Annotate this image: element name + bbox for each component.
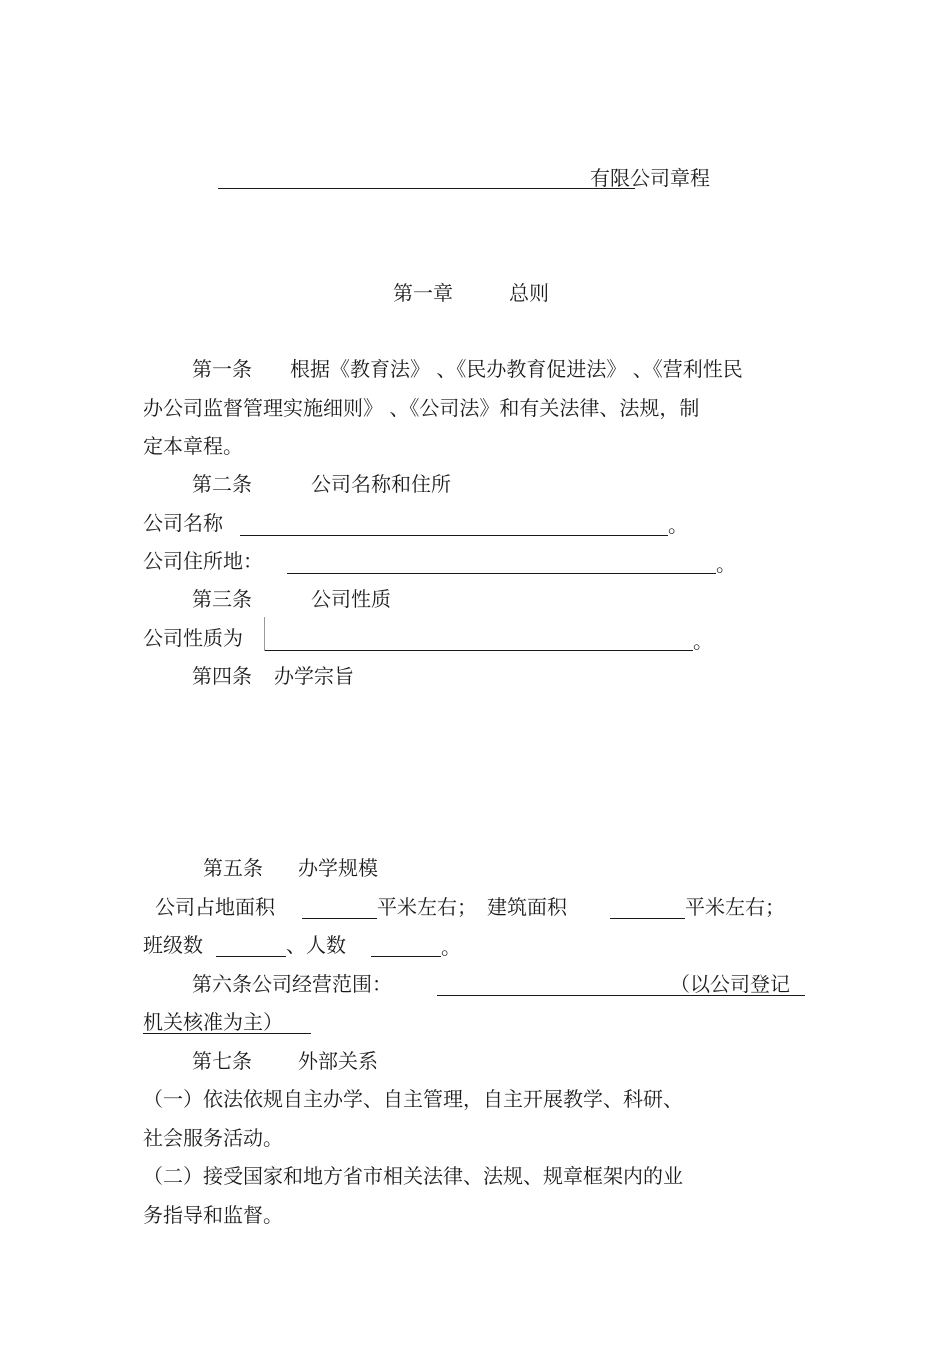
- business-scope-label: 第六条公司经营范围：: [192, 972, 392, 996]
- article-7-item-1-line-2: 社会服务活动。: [143, 1126, 283, 1150]
- article-7-item-2-line-2: 务指导和监督。: [143, 1203, 283, 1227]
- article-7-number: 第七条: [192, 1049, 252, 1073]
- article-7-title: 外部关系: [298, 1049, 378, 1073]
- class-count-field[interactable]: [216, 956, 286, 957]
- company-nature-field[interactable]: [265, 650, 693, 651]
- text-cursor-bar: [264, 617, 265, 651]
- business-scope-note-1: （以公司登记: [670, 972, 790, 996]
- article-5-number: 第五条: [203, 856, 263, 880]
- article-1-line-1: 根据《教育法》 、《民办教育促进法》 、《营利性民: [290, 357, 743, 381]
- article-3-title: 公司性质: [311, 587, 391, 611]
- company-address-period: 。: [716, 552, 736, 576]
- building-area-unit: 平米左右；: [685, 895, 785, 919]
- company-address-label: 公司住所地：: [143, 549, 263, 573]
- document-title: 有限公司章程: [590, 166, 710, 190]
- article-2-title: 公司名称和住所: [311, 472, 451, 496]
- business-scope-note-underline: [143, 1033, 311, 1034]
- people-count-field[interactable]: [371, 956, 441, 957]
- company-name-period: 。: [668, 513, 688, 537]
- article-4-title: 办学宗旨: [274, 664, 354, 688]
- article-7-item-2-line-1: （二）接受国家和地方省市相关法律、法规、规章框架内的业: [143, 1164, 683, 1188]
- company-address-field[interactable]: [287, 573, 716, 574]
- company-nature-period: 。: [693, 629, 713, 653]
- land-area-unit: 平米左右；: [377, 895, 477, 919]
- article-7-item-1-line-1: （一）依法依规自主办学、自主管理，自主开展教学、科研、: [143, 1087, 683, 1111]
- land-area-label: 公司占地面积: [155, 895, 275, 919]
- company-name-field[interactable]: [240, 535, 668, 536]
- article-3-number: 第三条: [192, 587, 252, 611]
- article-2-number: 第二条: [192, 472, 252, 496]
- people-count-label: 、人数: [286, 933, 346, 957]
- business-scope-note-2: 机关核准为主）: [143, 1010, 283, 1034]
- chapter-number: 第一章: [393, 281, 453, 305]
- class-count-label: 班级数: [143, 933, 203, 957]
- article-1-number: 第一条: [192, 357, 252, 381]
- land-area-field[interactable]: [302, 918, 377, 919]
- company-nature-label: 公司性质为: [143, 626, 243, 650]
- article-1-line-3: 定本章程。: [143, 434, 243, 458]
- people-count-period: 。: [441, 935, 461, 959]
- article-1-line-2: 办公司监督管理实施细则》 、《公司法》和有关法律、法规，制: [143, 396, 700, 420]
- chapter-title: 总则: [509, 281, 549, 305]
- company-name-blank[interactable]: [218, 188, 635, 189]
- article-4-number: 第四条: [192, 664, 252, 688]
- building-area-label: 建筑面积: [487, 895, 567, 919]
- company-name-label: 公司名称: [143, 511, 223, 535]
- building-area-field[interactable]: [610, 918, 685, 919]
- article-5-title: 办学规模: [298, 856, 378, 880]
